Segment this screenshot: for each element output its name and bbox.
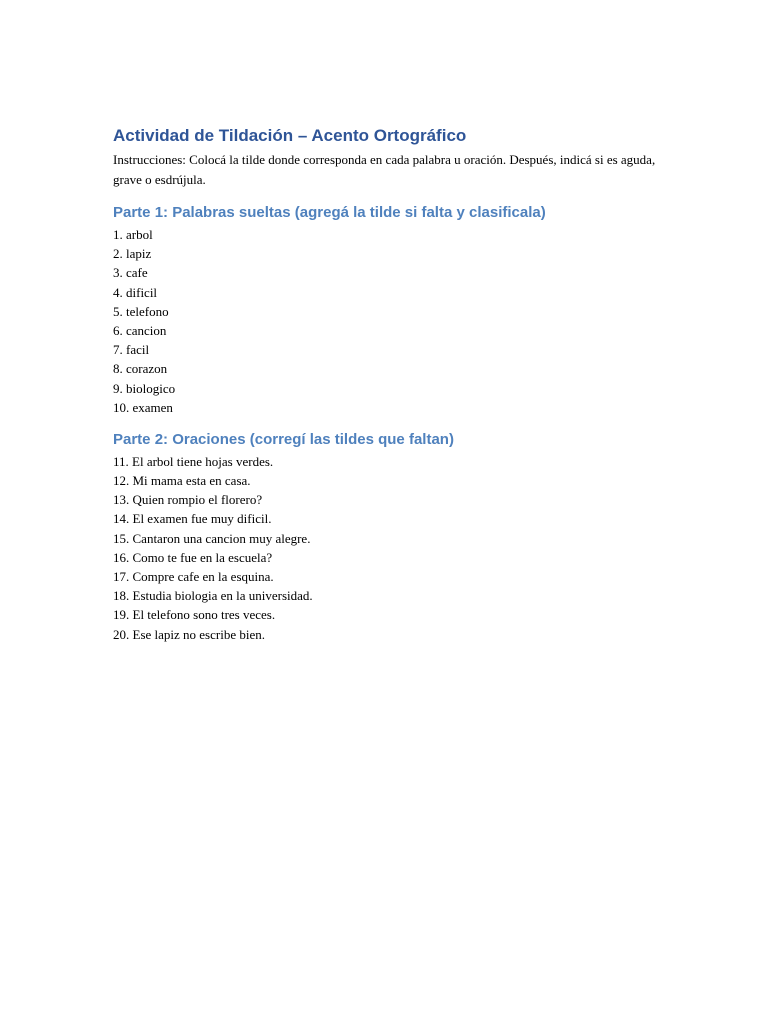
sentence-item: 13. Quien rompio el florero? [113, 492, 263, 508]
document-page [113, 124, 673, 644]
part-1-heading: Parte 1: Palabras sueltas (agregá la tilde si falta y clasificala) [113, 204, 546, 221]
document-title: Actividad de Tildación – Acento Ortográfico [113, 126, 467, 145]
word-item: 8. corazon [113, 361, 168, 377]
word-item: 6. cancion [113, 322, 167, 338]
word-item: 3. cafe [113, 265, 148, 281]
sentence-item: 16. Como te fue en la escuela? [113, 549, 273, 565]
word-item: 5. telefono [113, 303, 169, 319]
sentence-item: 12. Mi mama esta en casa. [113, 473, 251, 489]
sentence-item: 15. Cantaron una cancion muy alegre. [113, 530, 311, 546]
part-1-word-list [113, 225, 673, 417]
sentence-item: 18. Estudia biologia en la universidad. [113, 588, 313, 604]
instructions-text: Instrucciones: Colocá la tilde donde corresponda en cada palabra u oración. Después, indicá si es aguda, grave o esdrújula. [113, 152, 656, 187]
word-item: 10. examen [113, 399, 173, 415]
sentence-item: 19. El telefono sono tres veces. [113, 607, 276, 623]
word-item: 9. biologico [113, 380, 176, 396]
sentence-item: 17. Compre cafe en la esquina. [113, 569, 274, 584]
part-2-heading: Parte 2: Oraciones (corregí las tildes que faltan) [113, 430, 454, 448]
sentence-item: 20. Ese lapiz no escribe bien. [113, 626, 265, 642]
word-item: 7. facil [113, 342, 150, 358]
sentence-item: 14. El examen fue muy dificil. [113, 511, 272, 527]
sentence-item: 11. El arbol tiene hojas verdes. [113, 453, 274, 469]
word-item: 1. arbol [113, 227, 153, 242]
part-2-sentence-list [113, 452, 673, 644]
word-item: 2. lapiz [113, 246, 152, 262]
word-item: 4. dificil [113, 284, 158, 300]
